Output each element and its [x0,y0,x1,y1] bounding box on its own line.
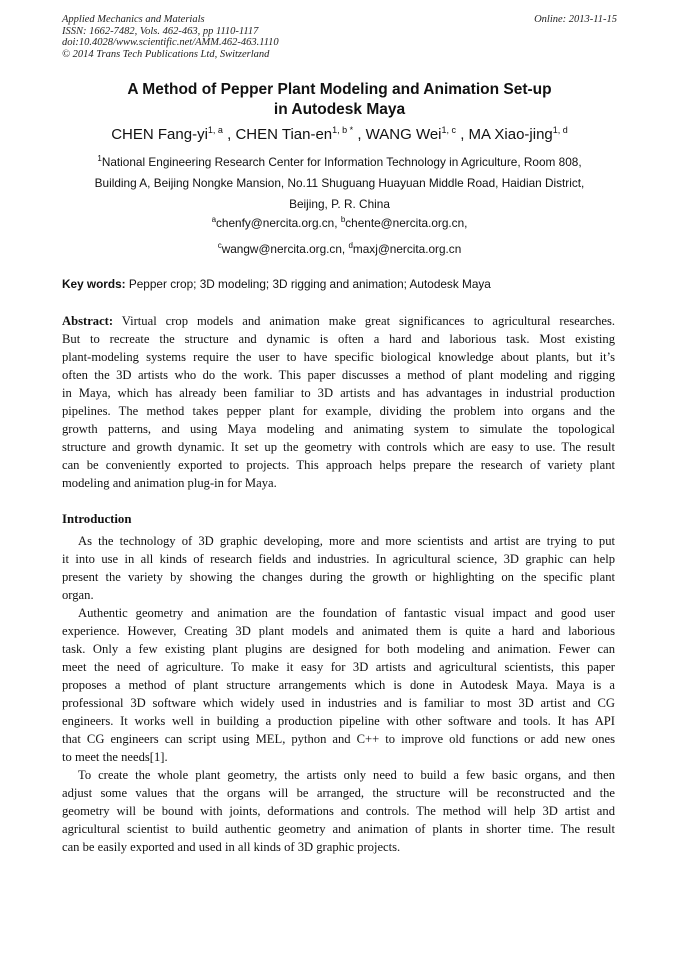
author-name: CHEN Fang-yi [111,126,208,143]
intro-line: As the technology of 3D graphic developing, more and more scientists and artist are trying to put [78,534,615,548]
intro-line: geometry will be bound with joints, deformations and controls. The method will help 3D artist and [62,804,615,818]
email-mark: c [217,241,222,250]
intro-line: To create the whole plant geometry, the artists only need to build a few basic organs, and then [78,768,615,782]
title-line: in Autodesk Maya [273,101,406,118]
email-mark: d [348,241,353,250]
abstract-line: But to recreate the structure and dynamic is often a hard and laborious task. Most existing [62,332,615,346]
intro-line: agricultural scientist to build authentic geometry and animation of plants in shorter time. The result [62,822,615,836]
affil-line: Beijing, P. R. China [289,197,390,211]
intro-line: Authentic geometry and animation are the foundation of fantastic visual impact and good user [78,606,615,620]
intro-line: present the variety by showing the changes during the growth or highlighting on the specific plant [62,570,615,584]
keywords-text: Pepper crop; 3D modeling; 3D rigging and animation; Autodesk Maya [128,277,491,291]
online-date: Online: 2013-11-15 [534,14,617,25]
intro-line: professional 3D software which widely used in industries and is familiar to most 3D artist and CG [62,696,615,710]
author-affil-mark: 1, c [441,125,457,135]
abstract-line: growth patterns, and using Maya modeling and animating system to simulate the topological [62,422,615,436]
author-name: CHEN Tian-en [235,126,333,143]
abstract-label: Abstract: [62,314,114,328]
author-name: MA Xiao-jing [468,126,553,143]
abstract-line: Virtual crop models and animation make great significances to agricultural researches. [121,314,616,328]
affil-line: National Engineering Research Center for Information Technology in Agriculture, Room 808, [101,155,582,169]
email-link[interactable]: chente@nercita.org.cn [345,216,465,230]
intro-line: that CG engineers can script using MEL, python and C++ to improve old functions or add new ones [62,732,615,746]
affil-line: Building A, Beijing Nongke Mansion, No.11 Shuguang Huayuan Middle Road, Haidian District, [94,176,585,190]
abstract-line: structure and growth dynamic. It set up the geometry with controls which are easy to use. The result [62,440,615,454]
intro-line: organ. [62,588,94,602]
doi-line: doi:10.4028/www.scientific.net/AMM.462-463.1110 [62,37,279,48]
title-line: A Method of Pepper Plant Modeling and Animation Set-up [127,81,552,98]
keywords [62,275,617,293]
copyright-line: © 2014 Trans Tech Publications Ltd, Switzerland [62,48,270,60]
author-list: CHEN Fang-yi$^{1, a}$ , CHEN Tian-$en^{1, b *}$ , WANG Wei$^{1, c}$ , MA Xiao-jing$^{1, d}$ [111,125,568,143]
author-name: WANG Wei [365,126,442,143]
paper-title [62,80,617,120]
email-link[interactable]: maxj@nercita.org.cn [352,242,462,256]
email-list: $^a$chenfy@nercita.org.cn, $^b$chente@nercita.org.cn, $^c$wangw@nercita.org.cn, $^d$maxj@nercita.org.cn [211,215,468,256]
email-mark: a [211,215,217,224]
abstract-line: modeling and animation plug-in for Maya. [62,476,277,490]
abstract-line: can be conveniently exported to projects. This approach helps prepare the research of variety plant [62,458,615,472]
intro-line: to meet the needs[1]. [62,750,168,764]
abstract-line: in Maya, which has already been familiar to 3D artists and has advantages in industrial production [62,386,615,400]
section-heading-introduction: Introduction [62,512,132,526]
author-affil-mark: 1, a [207,125,223,135]
intro-line: it into use in all kinds of research fields and industries. In agricultural science, 3D graphic can help [62,552,615,566]
abstract-line: pipelines. The method takes pepper plant for example, dividing the problem into organs and the [62,404,615,418]
intro-line: experience. However, Creating 3D plant models and animated them is quite a hard and laborious [62,624,615,638]
email-link[interactable]: wangw@nercita.org.cn [221,242,342,256]
introduction-body [62,532,615,856]
intro-line: meet the need of agriculture. To make it easy for 3D artists and agricultural scientists, this paper [62,660,615,674]
abstract-line: plant-modeling systems require the user to have specific biological knowledge about plants, but it’s [62,350,615,364]
intro-line: proposes a method of plant structure arrangements which is done in Autodesk Maya. Maya is a [62,678,615,692]
keywords-label: Key words: [62,277,126,291]
email-link[interactable]: chenfy@nercita.org.cn [216,216,335,230]
issn-line: ISSN: 1662-7482, Vols. 462-463, pp 1110-1117 [62,25,259,37]
affil-mark: 1 [97,154,102,163]
intro-line: adjust some values that the organs will be arranged, the structure will be reconstructed and the [62,786,615,800]
publication-header [62,14,617,60]
abstract-line: often the 3D artists who do the work. This paper discusses a method of plant modeling and rigging [62,368,615,382]
abstract [62,312,615,492]
author-affil-mark: 1, b * [332,125,354,135]
intro-line: engineers. It works well in building a production pipeline with other software and tools. It has API [62,714,615,728]
email-mark: b [340,215,346,224]
intro-line: task. Only a few existing plant plugins are designed for both modeling and animation. Fewer can [62,642,615,656]
author-affil-mark: 1, d [552,125,568,135]
journal-name: Applied Mechanics and Materials [62,14,205,25]
intro-line: can be easily exported and used in all kinds of 3D graphic projects. [62,840,401,854]
affiliation [62,152,617,215]
